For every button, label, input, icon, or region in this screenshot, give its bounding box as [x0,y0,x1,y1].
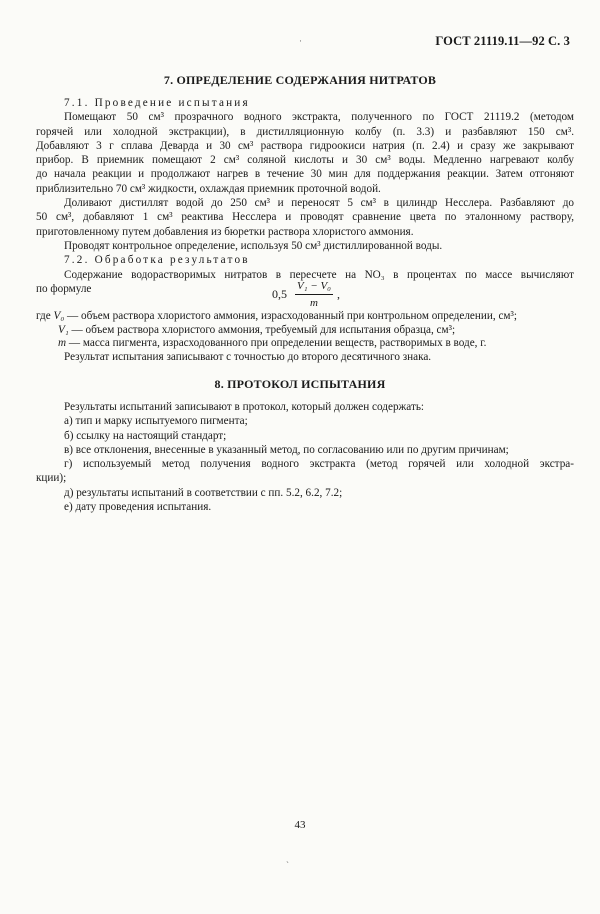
section-7-text [36,96,574,296]
protocol-intro: Результаты испытаний записывают в протокол, который должен содержать: [64,401,425,413]
formula-coefficient: 0,5 [272,287,287,301]
page-number: 43 [294,819,306,831]
subsection-7-1-heading: 7.1. Проведение испытания [64,97,250,109]
legend-row [36,337,517,351]
protocol-item: г) используемый метод получения водного экстракта (метод горячей или холодной экстра- [64,458,574,471]
nitrate-formula [272,280,340,309]
fraction-bar [295,294,333,295]
legend-where: где [36,310,51,322]
protocol-item: а) тип и марку испытуемого пигмента; [64,415,248,428]
paragraph-line: до начала реакции и продолжают нагрев в течение 30 мин для поддержания реакции. Затем отгоняют [36,168,574,181]
protocol-item: д) результаты испытаний в соответствии с пп. 5.2, 6.2, 7.2; [64,486,343,499]
legend-text: — масса пигмента, израсходованного при определении веществ, растворимых в воде, г. [68,337,487,350]
paragraph-line: прибор. В приемник помещают 2 см³ соляной кислоты и 30 см³ воды. Медленно нагревают колбу [36,154,574,167]
subsection-7-2-heading: 7.2. Обработка результатов [64,254,250,267]
result-precision-text: Результат испытания записывают с точностью до второго десятичного знака. [64,350,432,363]
paragraph-line: по формуле [36,282,92,295]
formula-legend [36,310,517,364]
legend-text: — объем раствора хлористого аммония, требуемый для испытания образца, см³; [71,323,456,336]
paragraph-line: приготовленному путем добавления из бюретки раствора хлористого аммония. [36,225,414,238]
scan-speck: · [299,36,302,46]
legend-row [36,310,517,324]
scan-speck: ˋ [286,860,289,870]
legend-symbol: V₀ [53,310,65,322]
legend-symbol: m [58,337,67,350]
paragraph-line: Содержание водорастворимых нитратов в пересчете на NO₃ в процентах по массе вычисляют [64,268,574,281]
legend-symbol: V₁ [58,323,69,336]
standard-code-header: ГОСТ 21119.11—92 С. 3 [435,34,570,48]
formula-fraction [295,280,333,309]
legend-text: — объем раствора хлористого аммония, израсходованный при контрольном определении, см³; [67,310,517,322]
protocol-item-continuation: кции); [36,472,67,485]
section-8-title: 8. ПРОТОКОЛ ИСПЫТАНИЯ [214,377,386,391]
formula-denominator: m [310,297,318,309]
protocol-item: е) дату проведения испытания. [64,501,212,514]
paragraph-line: приблизительно 70 см³ жидкости, охлаждая приемник проточной водой. [36,182,381,195]
legend-row [36,324,517,338]
protocol-item: в) все отклонения, внесенные в указанный метод, по согласованию или по другим причинам; [64,443,509,456]
formula-tail: , [337,287,341,301]
paragraph-line: Проводят контрольное определение, используя 50 см³ дистиллированной воды. [64,239,443,252]
paragraph-line: Добавляют 3 г сплава Деварда и 30 см³ раствора гидроокиси натрия (п. 2.4) и сразу же закрывают [36,139,574,152]
section-8-text [36,400,574,514]
protocol-item: б) ссылку на настоящий стандарт; [64,429,227,442]
paragraph-line: Доливают дистиллят водой до 250 см³ и переносят 5 см³ в цилиндр Несслера. Разбавляют до [64,197,574,210]
paragraph-line: горячей или холодной экстракции), в дистилляционную колбу (п. 3.3) и разбавляют 150 см³. [36,125,574,138]
paragraph-line: Помещают 50 см³ прозрачного водного экстракта, полученного по ГОСТ 21119.2 (методом [64,111,574,124]
section-7-title: 7. ОПРЕДЕЛЕНИЕ СОДЕРЖАНИЯ НИТРАТОВ [163,73,437,87]
formula-numerator: V₁ − V₀ [297,280,332,292]
paragraph-line: 50 см³, добавляют 1 см³ реактива Несслера и проводят сравнение цвета по эталонному раствору, [36,211,574,224]
